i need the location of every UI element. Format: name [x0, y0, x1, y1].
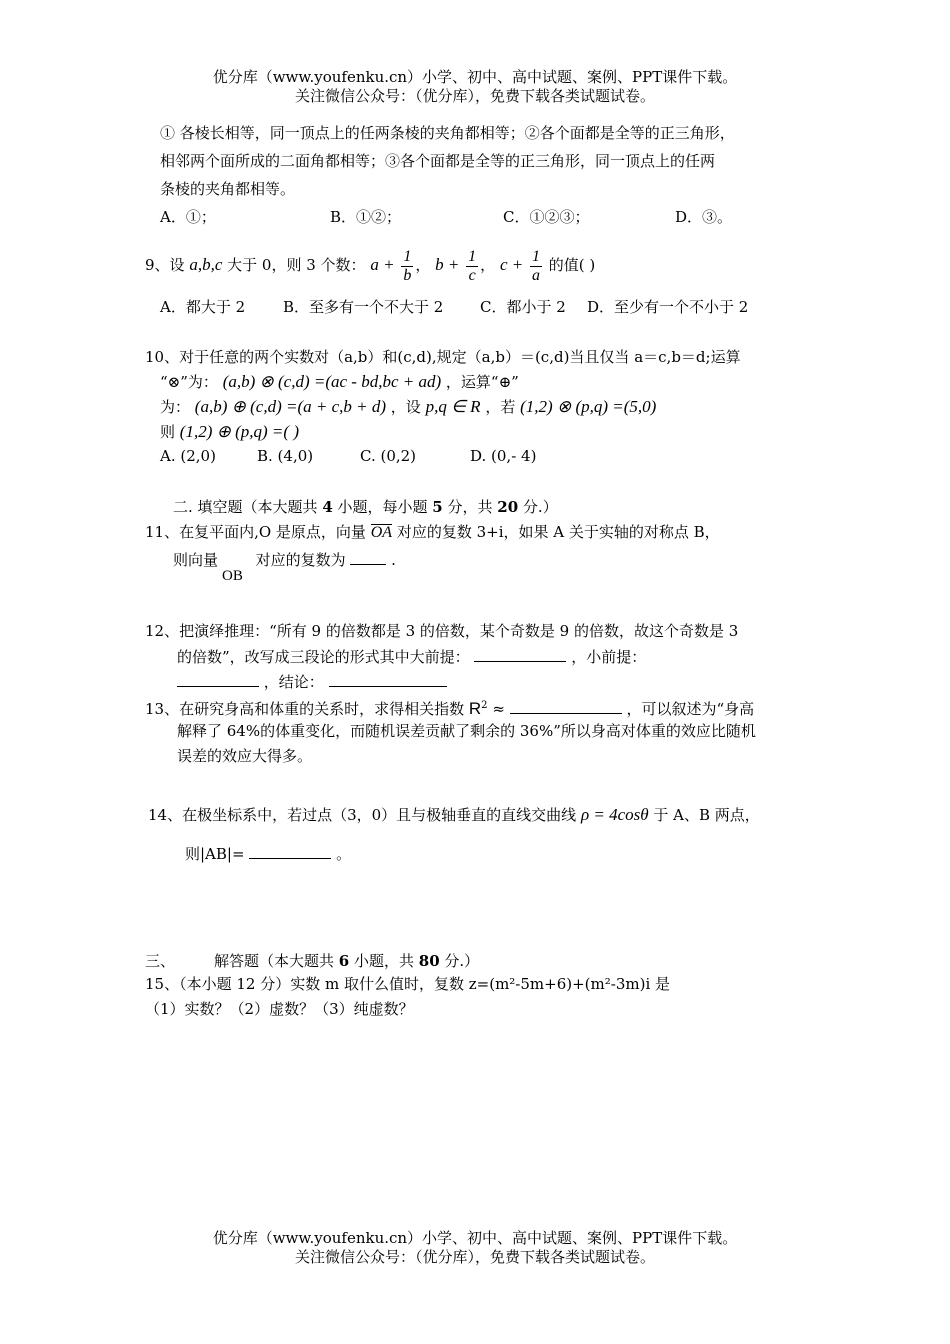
fraction-denominator: b	[403, 266, 412, 284]
q9-mid: 大于 0，则 3 个数：	[227, 256, 366, 274]
q14-line-1-b: 于 A、B 两点，	[653, 806, 760, 824]
q14-line-2	[185, 844, 351, 864]
q10-domain: p,q ∈ R	[425, 397, 481, 416]
q10-condition: (1,2) ⊗ (p,q) =(5,0)	[520, 397, 657, 416]
q14-line-1	[148, 805, 760, 825]
footer-line-2: 关注微信公众号：（优分库），免费下载各类试题试卷。	[294, 1248, 655, 1266]
q11-line-2-b: 对应的复数为	[255, 551, 346, 569]
fraction-denominator: a	[532, 266, 540, 284]
q12-minor-premise-blank[interactable]	[177, 672, 259, 687]
q12-major-premise-blank[interactable]	[474, 647, 566, 662]
q10-ask: (1,2) ⊕ (p,q) =( )	[179, 422, 299, 441]
q14-line-2-a: 则|AB|=	[185, 845, 245, 863]
q13-line-1	[145, 696, 754, 719]
q9-term-2: b +	[435, 255, 460, 274]
section-3-title-a: 解答题（本大题共	[214, 952, 339, 970]
q9-prefix: 9、设	[145, 256, 185, 274]
q9-option-c: C．都小于 2	[480, 298, 566, 316]
q15-line-2: （1）实数？（2）虚数？（3）纯虚数？	[145, 1000, 414, 1018]
q9-vars: a,b,c	[189, 255, 223, 274]
q13-line-2: 解释了 64%的体重变化，而随机误差贡献了剩余的 36%”所以身高对体重的效应比随机	[177, 722, 756, 740]
section-2-title-b: 小题，每小题	[332, 498, 433, 516]
q9-suffix: 的值( )	[548, 256, 596, 274]
fraction-numerator: 1	[532, 247, 540, 265]
q10-line-3-a: 为：	[160, 398, 191, 416]
q9-option-b: B．至多有一个不大于 2	[283, 298, 444, 316]
q13-line-1-a: 13、在研究身高和体重的关系时，求得相关指数	[145, 700, 465, 718]
q11-line-1	[145, 522, 720, 542]
header-line-2: 关注微信公众号：（优分库），免费下载各类试题试卷。	[294, 87, 655, 105]
q12-line-2	[177, 647, 646, 667]
q10-op1-definition: (a,b) ⊗ (c,d) =(ac - bd,bc + ad)	[222, 372, 442, 391]
q13-r-symbol: R	[468, 699, 482, 718]
q14-curve: ρ = 4cosθ	[580, 805, 649, 824]
fraction-numerator: 1	[468, 247, 477, 265]
q15-line-1: 15、（本小题 12 分）实数 m 取什么值时，复数 z=(m²-5m+6)+(m²-3m)i 是	[145, 975, 671, 993]
fraction-numerator: 1	[403, 247, 412, 265]
q11-line-2-a: 则向量	[173, 551, 219, 569]
section-2-title-c: 分，共	[442, 498, 498, 516]
section-2-title-a: 二. 填空题（本大题共	[173, 498, 323, 516]
fraction-denominator: c	[468, 266, 476, 284]
section-2-heading	[173, 497, 558, 517]
q10-option-c: C. (0,2)	[360, 447, 417, 465]
q13-answer-blank[interactable]	[510, 699, 622, 714]
q13-superscript: 2	[481, 700, 488, 711]
q10-option-d: D. (0,- 4)	[470, 447, 537, 465]
section-2-title-d: 分.）	[518, 498, 558, 516]
section-3-heading	[214, 951, 479, 971]
q10-line-4-a: 则	[160, 423, 176, 441]
section-3-title-c: 分.）	[439, 952, 480, 970]
q10-line-3-b: ，设	[390, 398, 421, 416]
q10-op1-label: “⊗”为：	[160, 373, 218, 391]
q9-term-1: a +	[370, 255, 395, 274]
q12-conclusion-blank[interactable]	[329, 672, 447, 687]
q11-line-2-c: .	[391, 551, 396, 569]
section-3-title-b: 小题，共	[349, 952, 419, 970]
q8-option-c: C．①②③；	[503, 208, 590, 226]
q9-stem: 9、设 a,b,c 大于 0，则 3 个数： a + $\frac{1}{b}$ ， b + $\frac{1}{c}$ ， c + $\frac{1}{a}$ 的值( )	[145, 247, 596, 284]
q9-option-a: A．都大于 2	[160, 298, 246, 316]
header-line-1: 优分库（www.youfenku.cn）小学、初中、高中试题、案例、PPT课件下载。	[212, 68, 738, 86]
q10-op2-definition: (a,b) ⊕ (c,d) =(a + c,b + d)	[194, 397, 387, 416]
q9-option-d: D．至少有一个不小于 2	[587, 298, 749, 316]
q13-line-3: 误差的效应大得多。	[177, 747, 313, 765]
q10-line-3	[160, 397, 656, 417]
q12-line-2-a: 的倍数”，改写成三段论的形式其中大前提：	[177, 648, 470, 666]
q12-line-3-b: ，结论：	[263, 673, 324, 691]
q11-vector-oa: OA	[370, 524, 393, 541]
q13-approx: ≈	[492, 700, 505, 718]
q9-fraction-3	[530, 248, 542, 285]
q9-fraction-2	[466, 248, 478, 285]
q8-line-3: 条棱的夹角都相等。	[160, 180, 296, 198]
q10-option-b: B. (4,0)	[257, 447, 314, 465]
q11-line-1-a: 11、在复平面内,O 是原点，向量	[145, 523, 366, 541]
section-3-count: 6	[338, 952, 350, 970]
q14-answer-blank[interactable]	[249, 844, 331, 859]
section-3-total: 80	[418, 952, 440, 970]
q10-line-4	[160, 422, 299, 442]
q10-line-3-c: ，若	[485, 398, 516, 416]
section-2-count: 4	[322, 498, 333, 516]
q8-line-2: 相邻两个面所成的二面角都相等；③各个面都是全等的正三角形，同一顶点上的任两	[160, 152, 716, 170]
q10-option-a: A. (2,0)	[160, 447, 216, 465]
q12-line-2-b: ，小前提：	[571, 648, 647, 666]
footer-line-1: 优分库（www.youfenku.cn）小学、初中、高中试题、案例、PPT课件下载。	[212, 1229, 738, 1247]
q12-line-1: 12、把演绎推理：“所有 9 的倍数都是 3 的倍数，某个奇数是 9 的倍数，故这个奇数是 3	[145, 622, 739, 640]
q9-term-3: c +	[499, 255, 524, 274]
q8-option-a: A．①；	[160, 208, 216, 226]
section-2-each: 5	[432, 498, 443, 516]
q10-line-2	[160, 372, 519, 392]
section-2-total: 20	[497, 498, 519, 516]
q11-line-1-b: 对应的复数 3+i，如果 A 关于实轴的对称点 B，	[396, 523, 720, 541]
q14-line-2-b: 。	[336, 845, 352, 863]
q13-line-1-b: ，可以叙述为“身高	[626, 700, 755, 718]
q12-line-3	[177, 672, 447, 692]
q8-option-d: D．③。	[675, 208, 733, 226]
q8-option-b: B．①②；	[330, 208, 402, 226]
q11-vector-ob: OB	[222, 568, 243, 584]
q11-answer-blank[interactable]	[350, 550, 386, 565]
q9-fraction-1	[401, 248, 413, 285]
q8-line-1: ① 各棱长相等，同一顶点上的任两条棱的夹角都相等；②各个面都是全等的正三角形，	[160, 124, 735, 142]
q10-op2-label: ，运算“⊕”	[445, 373, 519, 391]
q11-line-2	[173, 550, 396, 570]
q14-line-1-a: 14、在极坐标系中，若过点（3，0）且与极轴垂直的直线交曲线	[148, 806, 577, 824]
section-3-number: 三、	[145, 952, 176, 970]
q10-line-1: 10、对于任意的两个实数对（a,b）和(c,d),规定（a,b）＝(c,d)当且仅当 a＝c,b＝d;运算	[145, 348, 741, 366]
